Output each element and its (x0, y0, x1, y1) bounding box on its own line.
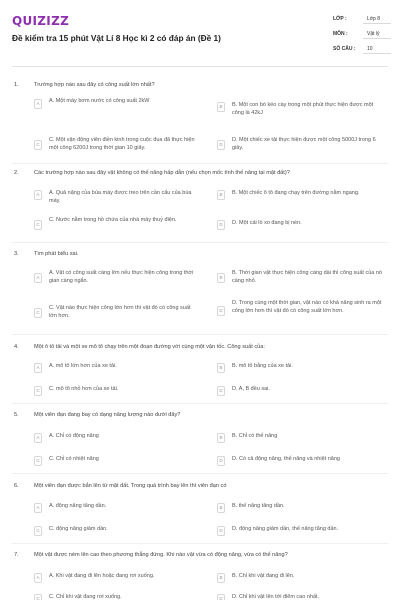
question-text: Tìm phát biểu sai. (34, 251, 79, 257)
option-text: D. Có cả động năng, thế năng và nhiệt năng (232, 456, 340, 462)
option-text: C. Chỉ khi vật đang rơi xuống. (49, 594, 122, 600)
question-number: 5. (14, 412, 19, 418)
option-letter-box: C (34, 456, 42, 466)
question-number: 7. (14, 552, 19, 558)
option-text: C. mô tô nhỏ hơn của xe tải. (49, 386, 119, 392)
meta-count-underline (363, 53, 391, 54)
option-letter-box: C (34, 308, 42, 318)
option-letter-box: B (217, 363, 225, 373)
header-divider (12, 66, 388, 67)
option-letter-box: C (34, 220, 42, 230)
option-letter-box: A (34, 190, 42, 200)
option-letter-box: B (217, 433, 225, 443)
option-letter-box: B (217, 190, 225, 200)
option-text: D. Một chiếc xe tải thực hiện được một công 5000J trong 6 giây. (232, 137, 376, 151)
option-letter-box: D (217, 140, 225, 150)
option-letter-box: A (34, 363, 42, 373)
question-text: Trường hợp nào sau đây có công suất lớn nhất? (34, 82, 155, 88)
meta-grade-underline (363, 23, 391, 24)
question-number: 6. (14, 483, 19, 489)
option-text: C. động năng giảm dần. (49, 526, 108, 532)
option-text: A. Một máy bơm nước có công suất 2kW (49, 98, 150, 104)
meta-subject-label: MÔN : (333, 31, 348, 37)
option-letter-box: A (34, 99, 42, 109)
option-text: A. Vật có công suất càng lớn nếu thực hiện công trong thời gian càng ngắn. (49, 270, 194, 284)
option-letter-box: A (34, 433, 42, 443)
option-text: D. A, B đều sai. (232, 386, 270, 392)
option-text: B. mô tô bằng của xe tải. (232, 363, 293, 369)
option-letter-box: A (34, 273, 42, 283)
meta-count-value: 10 (367, 46, 373, 52)
option-text: D. Chỉ khi vật lên tới điểm cao nhất. (232, 594, 320, 600)
option-text: C. Chỉ có nhiệt năng (49, 456, 99, 462)
question-separator (12, 334, 388, 335)
option-letter-box: B (217, 273, 225, 283)
option-text: B. Thời gian vật thực hiện công càng dài thì công suất của nó càng nhỏ. (232, 270, 382, 284)
worksheet-title: Đề kiểm tra 15 phút Vật Lí 8 Học kì 2 có đáp án (Đề 1) (12, 33, 221, 43)
option-letter-box: C (34, 594, 42, 600)
worksheet-header (0, 0, 400, 62)
option-text: B. thế năng tăng dần. (232, 503, 285, 509)
option-text: A. mô tô lớn hơn của xe tải. (49, 363, 117, 369)
meta-subject-value: Vật lý (367, 31, 380, 37)
question-text: Một viên đạn đang bay có dạng năng lượng nào dưới đây? (34, 412, 181, 418)
option-text: B. Một con bò kéo cày trong một phút thực hiện được một công là 42kJ (232, 102, 374, 116)
question-text: Một viên đạn được bắn lên từ mặt đất. Trong quá trình bay lên thì viên đạn có (34, 483, 227, 489)
option-letter-box: D (217, 594, 225, 600)
question-text: Các trường hợp nào sau đây vật không có thế năng hấp dẫn (nếu chọn mốc tính thế năng tại mặt đất)? (34, 170, 290, 176)
meta-grade-value: Lớp 8 (367, 16, 381, 22)
option-letter-box: D (217, 306, 225, 316)
option-letter-box: D (217, 386, 225, 396)
option-letter-box: A (34, 573, 42, 583)
option-letter-box: A (34, 503, 42, 513)
option-text: A. động năng tăng dần. (49, 503, 107, 509)
question-separator (12, 473, 388, 474)
question-text: Một ô tô tải và một xe mô tô chạy trên một đoạn đường với cùng một vận tốc. Công suất của: (34, 344, 265, 350)
option-text: A. Quả nặng của búa máy được treo trên cần cẩu của búa máy. (49, 190, 192, 204)
option-text: D. Một cái lò xo đang bị nén. (232, 220, 302, 226)
option-letter-box: D (217, 456, 225, 466)
option-text: A. Khi vật đang đi lên hoặc đang rơi xuống. (49, 573, 155, 579)
option-letter-box: B (217, 573, 225, 583)
question-number: 3. (14, 251, 19, 257)
option-text: B. Chỉ có thế năng (232, 433, 278, 439)
option-letter-box: D (217, 526, 225, 536)
question-separator (12, 403, 388, 404)
meta-count-label: SỐ CÂU : (333, 46, 356, 52)
question-separator (12, 242, 388, 243)
question-text: Một vật được ném lên cao theo phương thẳng đứng. Khi nào vật vừa có động năng, vừa có thế năng? (34, 552, 288, 558)
question-number: 4. (14, 344, 19, 350)
option-text: A. Chỉ có động năng (49, 433, 99, 439)
option-text: C. Một vận động viên điền kinh trong cuộc đua đã thực hiện một công 6200J trong thời gian 10 giây. (49, 137, 195, 151)
option-letter-box: D (217, 220, 225, 230)
option-letter-box: B (217, 503, 225, 513)
option-text: B. Một chiếc ô tô đang chạy trên đường nằm ngang. (232, 190, 360, 196)
option-letter-box: C (34, 386, 42, 396)
option-letter-box: C (34, 140, 42, 150)
option-letter-box: C (34, 526, 42, 536)
option-text: C. Vật nào thực hiện công lớn hơn thì vật đó có công suất lớn hơn. (49, 305, 191, 319)
option-letter-box: B (217, 102, 225, 112)
option-text: D. động năng giảm dần, thế năng tăng dần. (232, 526, 339, 532)
meta-subject-underline (363, 38, 391, 39)
question-separator (12, 163, 388, 164)
question-number: 2. (14, 170, 19, 176)
option-text: D. Trong cùng một thời gian, vật nào có khả năng sinh ra một công lớn hơn thì vật đó có công suất lớn hơn. (232, 300, 382, 314)
question-separator (12, 543, 388, 544)
question-number: 1. (14, 82, 19, 88)
quizizz-logo: QUIZIZZ (12, 14, 70, 28)
option-text: C. Nước nằm trong hồ chứa của nhà máy thuỷ điện. (49, 217, 177, 223)
option-text: B. Chỉ khi vật đang đi lên. (232, 573, 295, 579)
meta-grade-label: LỚP : (333, 16, 347, 22)
